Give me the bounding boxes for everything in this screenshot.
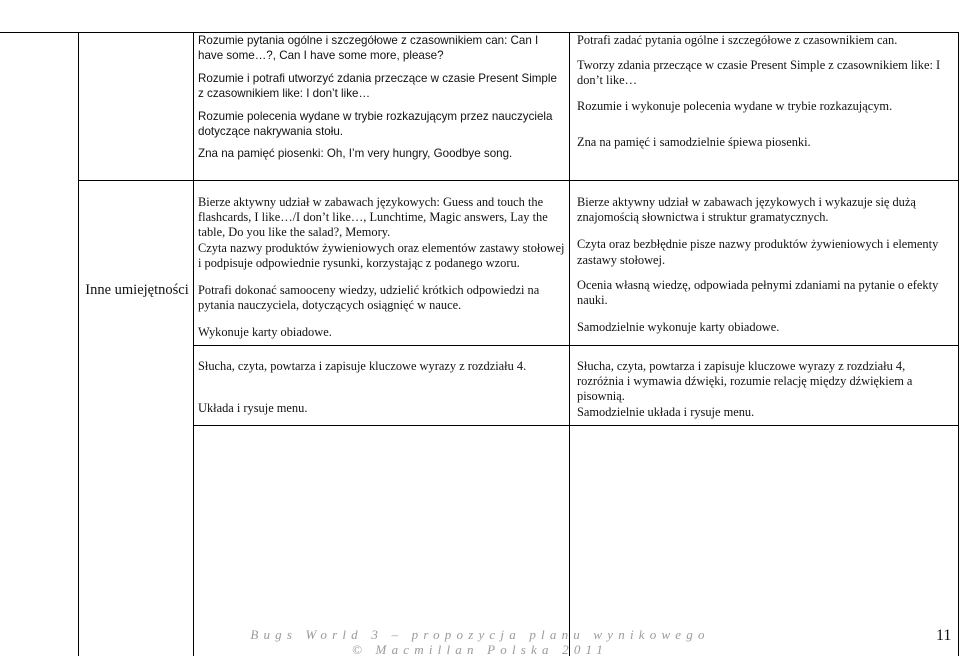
criterion-text: Układa i rysuje menu. <box>198 401 308 416</box>
criterion-text: Zna na pamięć i samodzielnie śpiewa piosenki. <box>577 134 811 149</box>
criterion-text: Bierze aktywny udział w zabawach językowych i wykazuje się dużą znajomością słownictwa i struktur gramatycznych. <box>577 195 916 225</box>
criterion-text: Bierze aktywny udział w zabawach językowych: Guess and touch the flashcards, I like…/I don’t like…, Lunchtime, Magic answers, Lay the table, Do you like the salad?, Memory. <box>198 195 548 240</box>
criterion-text: Rozumie polecenia wydane w trybie rozkazującym przez nauczyciela dotyczące nakrywania stołu. <box>198 109 553 139</box>
criterion-text: Potrafi dokonać samooceny wiedzy, udzielić krótkich odpowiedzi na pytania nauczyciela, dotyczących osiągnięć w nauce. <box>198 283 540 313</box>
criterion-text: Zna na pamięć piosenki: Oh, I’m very hungry, Goodbye song. <box>198 147 513 161</box>
middle-left-cell <box>198 195 566 341</box>
criterion-text: Rozumie i potrafi utworzyć zdania przeczące w czasie Present Simple z czasownikiem like: I don’t like… <box>198 71 557 101</box>
table-divider-middle <box>569 32 570 656</box>
criterion-text: Rozumie i wykonuje polecenia wydane w trybie rozkazującym. <box>577 98 893 113</box>
table-border-right <box>958 32 959 656</box>
criterion-text: Słucha, czyta, powtarza i zapisuje kluczowe wyrazy z rozdziału 4, rozróżnia i wymawia dźwięki, rozumie relację między dźwiękiem a pisownią. <box>577 359 913 404</box>
bottom-right-cell <box>577 359 951 420</box>
footer-title: Bugs World 3 – propozycja planu wynikowego <box>250 627 710 642</box>
criterion-text: Wykonuje karty obiadowe. <box>198 325 332 340</box>
footer-copyright: © Macmillan Polska 2011 <box>352 642 608 657</box>
section-label: Inne umiejętności <box>85 282 189 298</box>
row-divider-1 <box>78 180 959 181</box>
page-number: 11 <box>936 627 952 644</box>
middle-right-cell <box>577 195 951 335</box>
criterion-text: Czyta oraz bezbłędnie pisze nazwy produktów żywieniowych i elementy zastawy stołowej. <box>577 237 939 267</box>
criterion-text: Samodzielnie układa i rysuje menu. <box>577 404 755 419</box>
row-divider-3 <box>193 425 959 426</box>
criterion-text: Słucha, czyta, powtarza i zapisuje kluczowe wyrazy z rozdziału 4. <box>198 359 527 373</box>
table-divider-label <box>193 32 194 656</box>
criterion-text: Tworzy zdania przeczące w czasie Present Simple z czasownikiem like: I don’t like… <box>577 58 941 88</box>
criterion-text: Czyta nazwy produktów żywieniowych oraz elementów zastawy stołowej i podpisuje odpowiednie rysunki, korzystając z podanego wzoru. <box>198 240 565 270</box>
row-divider-2 <box>193 345 959 346</box>
bottom-left-cell <box>198 359 566 416</box>
table-border-left <box>78 32 79 656</box>
criterion-text: Rozumie pytania ogólne i szczegółowe z czasownikiem can: Can I have some…?, Can I have some more, please? <box>198 34 539 63</box>
criterion-text: Potrafi zadać pytania ogólne i szczegółowe z czasownikiem can. <box>577 33 898 47</box>
top-right-cell <box>577 33 951 150</box>
criterion-text: Ocenia własną wiedzę, odpowiada pełnymi zdaniami na pytanie o efekty nauki. <box>577 277 939 308</box>
top-left-cell <box>198 33 564 162</box>
criterion-text: Samodzielnie wykonuje karty obiadowe. <box>577 320 780 335</box>
